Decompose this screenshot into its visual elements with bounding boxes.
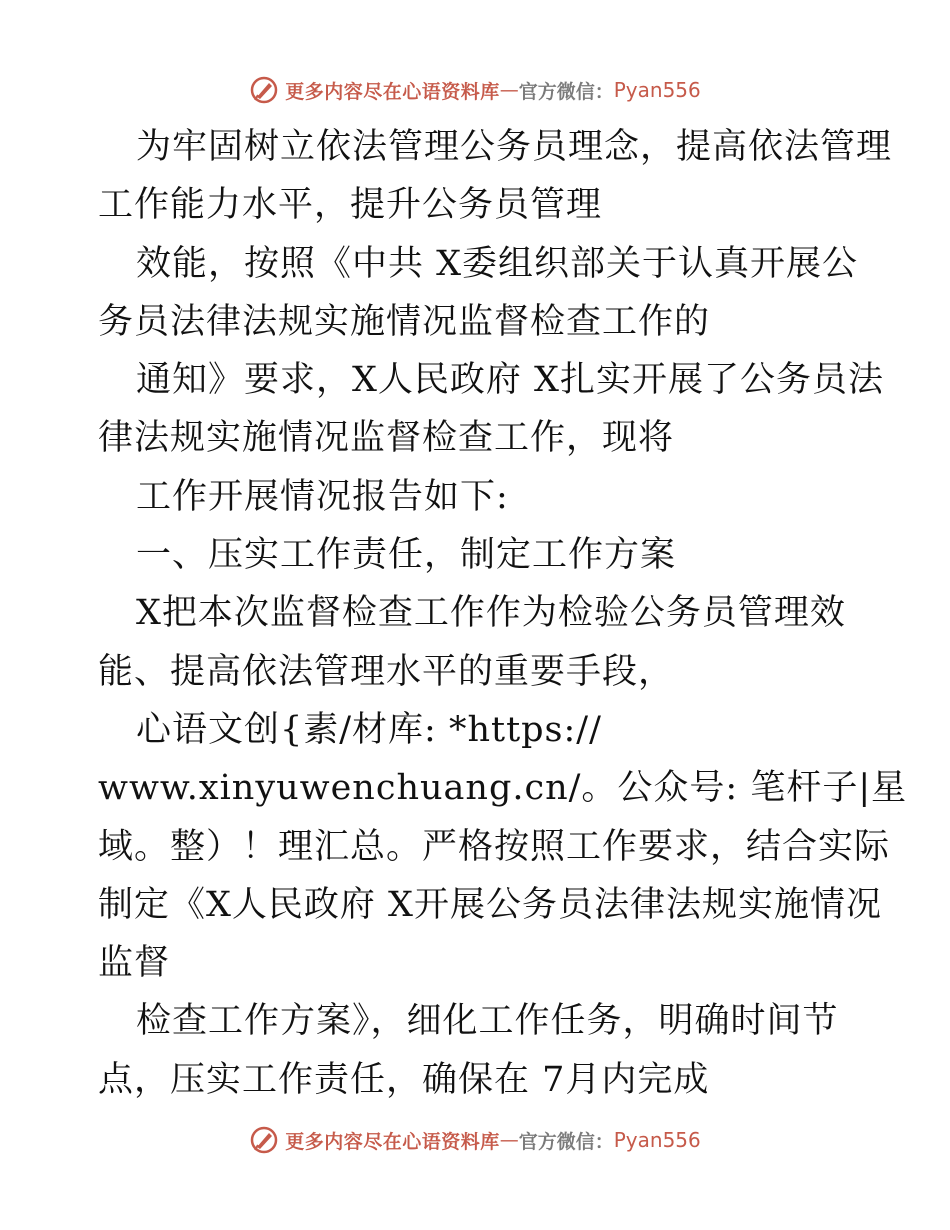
paragraph-line: 监督 [98, 943, 171, 984]
paragraph-line: 点，压实工作责任，确保在 7月内完成 [98, 1059, 710, 1100]
header-banner [0, 70, 950, 110]
banner-wechat-label: 官方微信： [518, 80, 614, 103]
paragraph-line: 域。整）！理汇总。严格按照工作要求，结合实际 [98, 826, 891, 867]
paragraph-line: 效能，按照《中共 X委组织部关于认真开展公 [136, 243, 859, 284]
quill-pen-logo-icon [249, 1125, 279, 1155]
paragraph-line: 工作能力水平，提升公务员管理 [98, 185, 603, 226]
section-heading: 一、压实工作责任，制定工作方案 [136, 535, 677, 576]
paragraph-line: 能、提高依法管理水平的重要手段， [98, 651, 675, 692]
banner-account: Pyan556 [613, 78, 701, 102]
paragraph-line: 为牢固树立依法管理公务员理念，提高依法管理 [136, 127, 893, 167]
paragraph-line: 工作开展情况报告如下: [136, 476, 509, 517]
paragraph-line: 心语文创{素/材库: *https:// [136, 709, 602, 750]
banner-wechat-label: 官方微信： [518, 1130, 614, 1153]
paragraph-line: 通知》要求，X人民政府 X扎实开展了公务员法 [136, 360, 884, 401]
banner-main-text: 更多内容尽在心语资料库 [285, 1130, 500, 1153]
banner-dash: — [499, 79, 519, 101]
footer-banner [0, 1120, 950, 1160]
paragraph-line: 检查工作方案》，细化工作任务，明确时间节 [136, 1001, 839, 1042]
paragraph-line: X把本次监督检查工作作为检验公务员管理效 [136, 593, 846, 634]
banner-main-text: 更多内容尽在心语资料库 [285, 80, 500, 103]
paragraph-line: 制定《X人民政府 X开展公务员法律法规实施情况 [98, 884, 882, 925]
banner-account: Pyan556 [613, 1128, 701, 1152]
banner-dash: — [499, 1129, 519, 1151]
paragraph-line: 务员法律法规实施情况监督检查工作的 [98, 301, 711, 342]
quill-pen-logo-icon [249, 75, 279, 105]
paragraph-line: www.xinyuwenchuang.cn/。公众号: 笔杆子|星 [98, 768, 908, 809]
document-body [98, 118, 908, 1109]
paragraph-line: 律法规实施情况监督检查工作，现将 [98, 418, 675, 459]
